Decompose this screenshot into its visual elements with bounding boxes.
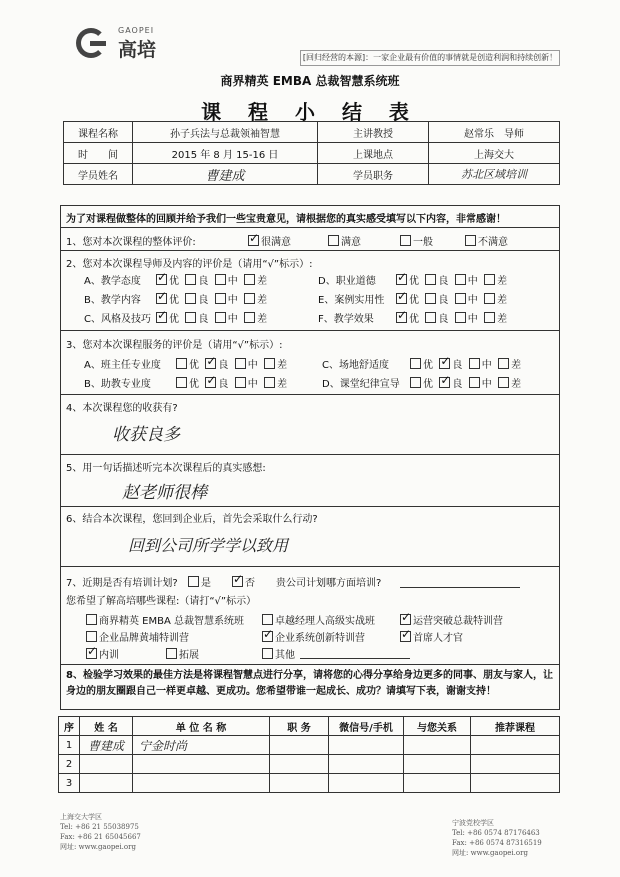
q2-f-grades: ✓优 良 中 差	[396, 310, 507, 325]
q4-label: 4、本次课程您的收获有?	[66, 403, 178, 414]
q3-item-a: A、班主任专业度	[84, 360, 161, 371]
q2-item-e: E、案例实用性	[318, 295, 385, 306]
course-value: 孙子兵法与总裁领袖智慧	[133, 122, 318, 143]
intro-text: 为了对课程做整体的回顾并给予我们一些宝贵意见，请根据您的真实感受填写以下内容，非常感谢！	[66, 214, 506, 225]
lecturer-value: 赵常乐 导师	[429, 122, 560, 143]
checkbox-icon[interactable]	[188, 576, 199, 587]
col-contact: 微信号/手机	[329, 717, 404, 736]
checkbox-icon[interactable]	[262, 614, 273, 625]
referral-table	[58, 716, 560, 793]
q2-item-b: B、教学内容	[84, 295, 141, 306]
course-option-outdoor[interactable]: 拓展	[166, 646, 199, 661]
checkbox-icon[interactable]	[86, 614, 97, 625]
q1-option-average[interactable]: 一般	[400, 233, 433, 248]
col-name: 姓 名	[80, 717, 133, 736]
col-unit: 单 位 名 称	[133, 717, 270, 736]
course-option-inhouse[interactable]: ✓内训	[86, 646, 119, 661]
checkbox-icon[interactable]	[166, 648, 177, 659]
checkbox-icon[interactable]	[156, 312, 167, 323]
checkbox-icon[interactable]	[232, 576, 243, 587]
col-relation: 与您关系	[404, 717, 471, 736]
lecturer-label: 主讲教授	[318, 122, 429, 143]
q5-answer-handwritten: 赵老师很棒	[122, 483, 207, 503]
footer-left: 上海交大学区 Tel: +86 21 55038975 Fax: +86 21 65045667 网址: www.gaopei.org	[60, 813, 141, 851]
col-course: 推荐课程	[471, 717, 560, 736]
table-row: 3	[59, 774, 560, 793]
checkbox-icon[interactable]	[465, 235, 476, 246]
q3-item-c: C、场地舒适度	[322, 360, 389, 371]
checkbox-icon[interactable]	[328, 235, 339, 246]
q3-b-grades: 优 ✓ 良 中 差	[176, 375, 287, 390]
course-option-operations[interactable]: ✓ 运营突破总裁特训营	[400, 612, 503, 627]
footer-left-website[interactable]: 网址: www.gaopei.org	[60, 843, 136, 851]
q7-yes[interactable]: 是	[188, 574, 211, 589]
q3-label: 3、您对本次课程服务的评价是（请用“√”标示）:	[66, 340, 283, 351]
checkbox-icon[interactable]	[484, 293, 495, 304]
checkbox-icon[interactable]	[410, 358, 421, 369]
q3-item-d: D、课堂纪律宣导	[322, 379, 400, 390]
checkbox-icon[interactable]	[185, 274, 196, 285]
checkbox-icon[interactable]	[425, 293, 436, 304]
checkbox-icon[interactable]	[244, 274, 255, 285]
checkbox-icon[interactable]	[400, 614, 411, 625]
checkbox-icon[interactable]	[176, 358, 187, 369]
position-handwritten: 苏北区域培训	[429, 164, 560, 185]
student-label: 学员姓名	[64, 164, 133, 185]
q2-e-grades: ✓优 良 中 差	[396, 291, 507, 306]
row1-name-handwritten[interactable]: 曹建成	[80, 736, 133, 755]
q2-item-d: D、职业道德	[318, 276, 376, 287]
checkbox-icon[interactable]	[469, 377, 480, 388]
q1-option-satisfied[interactable]: 满意	[328, 233, 361, 248]
q2-c-grades: ✓优 良 中 差	[156, 310, 267, 325]
checkbox-icon[interactable]	[215, 293, 226, 304]
q6-label: 6、结合本次课程，您回到企业后，首先会采取什么行动?	[66, 514, 318, 525]
checkbox-icon[interactable]	[264, 358, 275, 369]
checkbox-icon[interactable]	[248, 235, 259, 246]
checkbox-icon[interactable]	[86, 631, 97, 642]
course-option-talent[interactable]: ✓ 首席人才官	[400, 629, 463, 644]
student-name-handwritten: 曹建成	[133, 164, 318, 185]
q4-answer-handwritten: 收获良多	[112, 425, 180, 445]
checkbox-icon[interactable]	[215, 312, 226, 323]
program-name: 商界精英 EMBA 总裁智慧系统班	[220, 74, 400, 88]
q2-a-grades: ✓优 良 中 差	[156, 272, 267, 287]
checkbox-icon[interactable]	[205, 377, 216, 388]
q3-d-grades: 优 ✓ 良 中 差	[410, 375, 521, 390]
checkbox-icon[interactable]	[425, 274, 436, 285]
checkbox-icon[interactable]	[455, 293, 466, 304]
checkbox-icon[interactable]	[185, 293, 196, 304]
q1-option-very-satisfied[interactable]: ✓ 很满意	[248, 233, 291, 248]
checkbox-icon[interactable]	[156, 293, 167, 304]
checkbox-icon[interactable]	[400, 631, 411, 642]
checkbox-icon[interactable]	[86, 648, 97, 659]
checkbox-icon[interactable]	[264, 377, 275, 388]
checkbox-icon[interactable]	[439, 377, 450, 388]
page-title: 课 程 小 结 表	[201, 100, 419, 124]
place-value: 上海交大	[429, 143, 560, 164]
course-label: 课程名称	[64, 122, 133, 143]
checkbox-icon[interactable]	[235, 358, 246, 369]
time-label: 时 间	[64, 143, 133, 164]
course-option-other[interactable]: 其他	[262, 646, 295, 661]
q7-plan-label: 贵公司计划哪方面培训?	[276, 578, 382, 589]
table-row: 2	[59, 755, 560, 774]
q2-item-f: F、教学效果	[318, 314, 374, 325]
checkbox-icon[interactable]	[244, 312, 255, 323]
checkbox-icon[interactable]	[262, 648, 273, 659]
col-position: 职 务	[270, 717, 329, 736]
checkbox-icon[interactable]	[396, 293, 407, 304]
q7-label: 7、近期是否有培训计划?	[66, 578, 178, 589]
checkbox-icon[interactable]	[400, 235, 411, 246]
checkbox-icon[interactable]	[455, 274, 466, 285]
course-option-innovation[interactable]: ✓ 企业系统创新特训营	[262, 629, 365, 644]
checkbox-icon[interactable]	[498, 358, 509, 369]
q3-c-grades: 优 ✓ 良 中 差	[410, 356, 521, 371]
q2-label: 2、您对本次课程导师及内容的评价是（请用“√”标示）:	[66, 259, 313, 270]
checkbox-icon[interactable]	[455, 312, 466, 323]
q3-a-grades: 优 ✓ 良 中 差	[176, 356, 287, 371]
checkbox-icon[interactable]	[215, 274, 226, 285]
time-value: 2015 年 8 月 15-16 日	[133, 143, 318, 164]
q6-answer-handwritten: 回到公司所学学以致用	[128, 536, 289, 555]
course-option-brand[interactable]: 企业品牌黄埔特训营	[86, 629, 189, 644]
row1-unit-handwritten[interactable]: 宁金时尚	[133, 736, 270, 755]
table-row: 1 曹建成 宁金时尚	[59, 736, 560, 755]
q1-label: 1、您对本次课程的整体评价:	[66, 237, 196, 248]
footer-right-website[interactable]: 网址: www.gaopei.org	[452, 849, 528, 857]
checkbox-icon[interactable]	[396, 274, 407, 285]
course-option-emba[interactable]: 商界精英 EMBA 总裁智慧系统班	[86, 612, 244, 627]
footer-right: 宁波党校学区 Tel: +86 0574 87176463 Fax: +86 0574 87316519 网址: www.gaopei.org	[452, 819, 542, 857]
slogan: [回归经营的本源]：一家企业最有价值的事情就是创造利润和持续创新！	[300, 50, 560, 66]
q5-label: 5、用一句话描述听完本次课程后的真实感想:	[66, 463, 266, 474]
checkbox-icon[interactable]	[484, 312, 495, 323]
checkbox-icon[interactable]	[469, 358, 480, 369]
checkbox-icon[interactable]	[425, 312, 436, 323]
q7-no[interactable]: ✓ 否	[232, 574, 255, 589]
checkbox-icon[interactable]	[396, 312, 407, 323]
position-label: 学员职务	[318, 164, 429, 185]
course-option-manager[interactable]: 卓越经理人高级实战班	[262, 612, 375, 627]
checkbox-icon[interactable]	[484, 274, 495, 285]
checkbox-icon[interactable]	[156, 274, 167, 285]
q2-b-grades: ✓优 良 中 差	[156, 291, 267, 306]
logo-latin: GAOPEI	[118, 26, 155, 35]
logo-chinese: 高培	[118, 39, 157, 61]
checkbox-icon[interactable]	[262, 631, 273, 642]
checkbox-icon[interactable]	[205, 358, 216, 369]
q2-item-c: C、风格及技巧	[84, 314, 151, 325]
q3-item-b: B、助教专业度	[84, 379, 151, 390]
q8-text: 8、检验学习效果的最佳方法是将课程智慧点进行分享，请将您的心得分享给身边更多的同事、朋友与家人，让身边的朋友圈跟自己一样更卓越、更成功。您希望带谁一起成长、成功？请填写下表，谢谢支持！	[66, 670, 553, 697]
checkbox-icon[interactable]	[244, 293, 255, 304]
checkbox-icon[interactable]	[176, 377, 187, 388]
gaopei-logo	[76, 24, 186, 60]
checkbox-icon[interactable]	[498, 377, 509, 388]
col-no: 序	[59, 717, 80, 736]
place-label: 上课地点	[318, 143, 429, 164]
q2-d-grades: ✓优 良 中 差	[396, 272, 507, 287]
q2-item-a: A、教学态度	[84, 276, 141, 287]
course-info-table	[63, 121, 560, 185]
checkbox-icon[interactable]	[235, 377, 246, 388]
checkbox-icon[interactable]	[185, 312, 196, 323]
checkbox-icon[interactable]	[439, 358, 450, 369]
q7-more-label: 您希望了解高培哪些课程:（请打“√”标示）	[66, 596, 257, 607]
checkbox-icon[interactable]	[410, 377, 421, 388]
q1-option-unsatisfied[interactable]: 不满意	[465, 233, 508, 248]
